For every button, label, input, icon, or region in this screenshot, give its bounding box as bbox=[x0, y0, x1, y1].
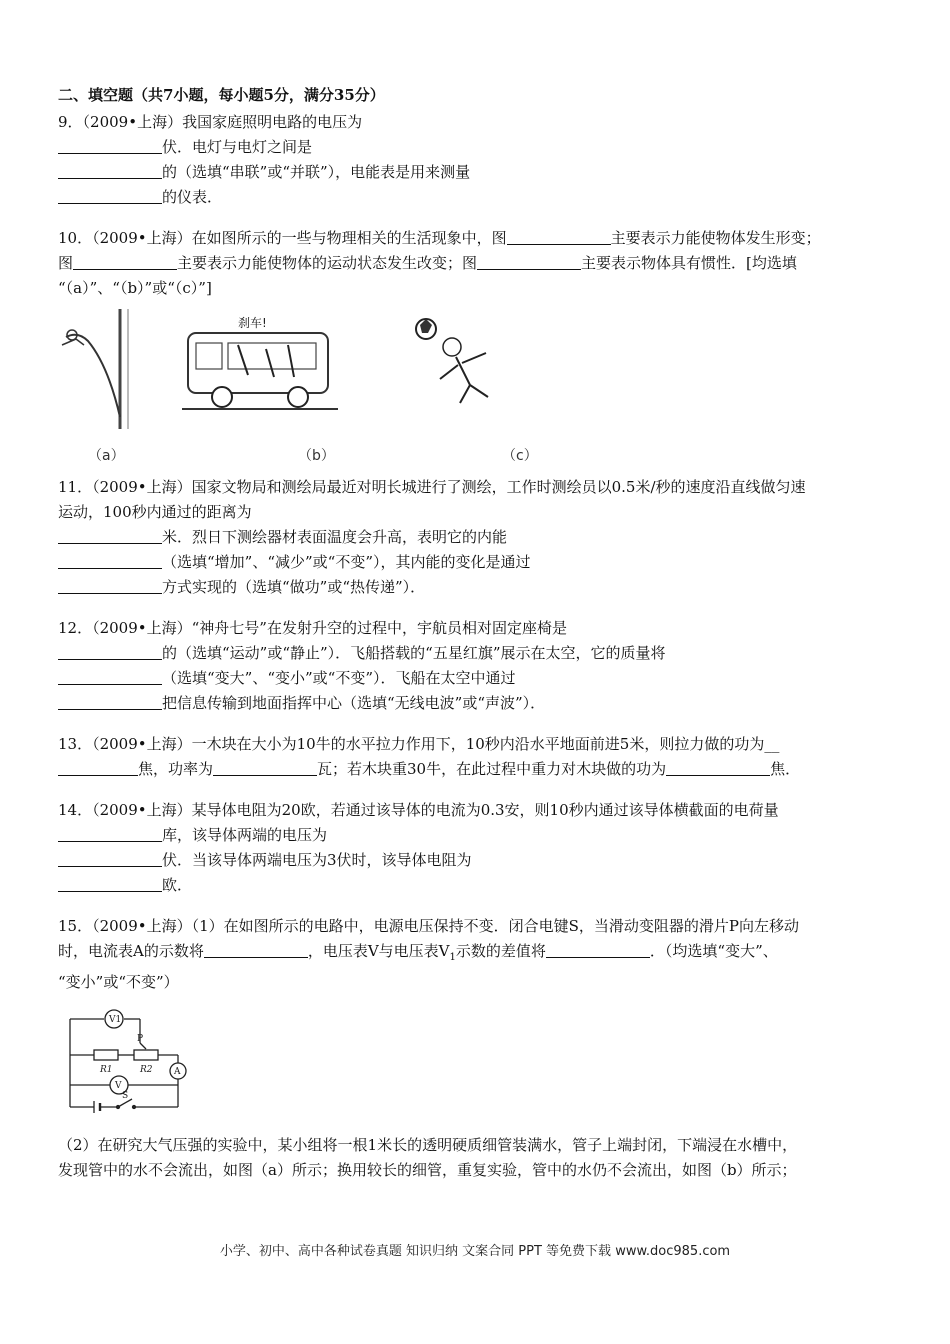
q15-blank-2[interactable] bbox=[546, 943, 650, 958]
q15-line-2a: 时，电流表A的示数将 bbox=[58, 942, 204, 960]
q10-line-3: “（a）”、“（b）”或“（c）”] bbox=[58, 279, 212, 297]
question-9 bbox=[58, 110, 878, 210]
q13-line-2a: 焦，功率为 bbox=[138, 760, 214, 778]
q11-blank-2[interactable] bbox=[58, 554, 162, 569]
q12-line-1: 12．（2009•上海）“神舟七号”在发射升空的过程中，宇航员相对固定座椅是 bbox=[58, 619, 567, 637]
q10-blank-1[interactable] bbox=[507, 230, 611, 245]
q14-line-1: 14．（2009•上海）某导体电阻为20欧，若通过该导体的电流为0.3安，则10秒内通过该导体横截面的电荷量 bbox=[58, 801, 779, 819]
q9-blank-3[interactable] bbox=[58, 189, 162, 204]
q12-blank-3[interactable] bbox=[58, 695, 162, 710]
q9-blank-2[interactable] bbox=[58, 164, 162, 179]
q14-line-3: 伏．当该导体两端电压为3伏时，该导体电阻为 bbox=[162, 851, 472, 869]
q11-line-3: 米．烈日下测绘器材表面温度会升高，表明它的内能 bbox=[162, 528, 508, 546]
circuit-a-label: A bbox=[174, 1067, 181, 1077]
q10-line-2c: 主要表示物体具有惯性．[均选填 bbox=[581, 254, 797, 272]
q12-blank-1[interactable] bbox=[58, 645, 162, 660]
q11-line-4: （选填“增加”、“减少”或“不变”），其内能的变化是通过 bbox=[162, 553, 531, 571]
bus-sign-text: 刹车! bbox=[238, 316, 267, 330]
q9-line-2: 伏．电灯与电灯之间是 bbox=[162, 138, 313, 156]
q9-blank-1[interactable] bbox=[58, 139, 162, 154]
q10-blank-3[interactable] bbox=[477, 255, 581, 270]
q12-line-4: 把信息传输到地面指挥中心（选填“无线电波”或“声波”）． bbox=[162, 694, 546, 712]
q14-blank-1[interactable] bbox=[58, 827, 162, 842]
question-11 bbox=[58, 475, 878, 600]
q15-v1-subscript: 1 bbox=[449, 952, 456, 963]
section-title: 二、填空题（共7小题，每小题5分，满分35分） bbox=[58, 86, 385, 104]
q14-blank-3[interactable] bbox=[58, 877, 162, 892]
q10-line-2a: 图 bbox=[58, 254, 74, 272]
q13-blank-3[interactable] bbox=[666, 761, 770, 776]
q14-blank-2[interactable] bbox=[58, 852, 162, 867]
circuit-v1-label: V1 bbox=[109, 1015, 122, 1025]
q9-line-4: 的仪表． bbox=[162, 188, 223, 206]
q13-blank-2[interactable] bbox=[213, 761, 317, 776]
figure-b-label: （b） bbox=[298, 448, 335, 464]
q15-part2-line-1: （2）在研究大气压强的实验中，某小组将一根1米长的透明硬质细管装满水，管子上端封闭，下端浸在水槽中， bbox=[58, 1136, 798, 1154]
q15-line-2b: ，电压表V与电压表V bbox=[307, 942, 450, 960]
question-12 bbox=[58, 616, 878, 716]
exam-page bbox=[58, 84, 878, 1199]
q9-line-3: 的（选填“串联”或“并联”），电能表是用来测量 bbox=[162, 163, 471, 181]
q12-line-3: （选填“变大”、“变小”或“不变”）．飞船在太空中通过 bbox=[162, 669, 516, 687]
q13-blank-1[interactable] bbox=[58, 761, 138, 776]
circuit-r1-label: R1 bbox=[100, 1065, 113, 1075]
q11-line-5: 方式实现的（选填“做功”或“热传递”）． bbox=[162, 578, 426, 596]
q13-line-1: 13．（2009•上海）一木块在大小为10牛的水平拉力作用下，10秒内沿水平地面前进5米，则拉力做的功为__ bbox=[58, 735, 780, 753]
circuit-p-label: P bbox=[137, 1034, 144, 1044]
q15-line-1: 15．（2009•上海）（1）在如图所示的电路中，电源电压保持不变．闭合电键S，当滑动变阻器的滑片P向左移动 bbox=[58, 917, 800, 935]
figure-a-bow-image bbox=[58, 305, 148, 435]
q12-blank-2[interactable] bbox=[58, 670, 162, 685]
q15-line-2d: ．（均选填“变大”、 bbox=[649, 942, 778, 960]
question-14 bbox=[58, 798, 878, 898]
q10-line-1a: 10．（2009•上海）在如图所示的一些与物理相关的生活现象中，图 bbox=[58, 229, 507, 247]
q13-line-2c: 焦． bbox=[770, 760, 801, 778]
circuit-v-label: V bbox=[115, 1081, 122, 1091]
q11-line-2: 运动，100秒内通过的距离为 bbox=[58, 503, 252, 521]
question-10 bbox=[58, 226, 878, 301]
question-15-part-2 bbox=[58, 1133, 878, 1183]
circuit-diagram bbox=[64, 999, 204, 1119]
q14-line-2: 库，该导体两端的电压为 bbox=[162, 826, 328, 844]
q11-blank-3[interactable] bbox=[58, 579, 162, 594]
q14-line-4: 欧． bbox=[162, 876, 193, 894]
q15-line-3: “变小”或“不变”） bbox=[58, 973, 179, 991]
q15-blank-1[interactable] bbox=[204, 943, 308, 958]
q10-blank-2[interactable] bbox=[73, 255, 177, 270]
page-footer: 小学、初中、高中各种试卷真题 知识归纳 文案合同 PPT 等免费下载 www.doc985.com bbox=[219, 1244, 731, 1259]
circuit-r2-label: R2 bbox=[140, 1065, 153, 1075]
circuit-s-label: S bbox=[122, 1091, 129, 1101]
q12-line-2: 的（选填“运动”或“静止”）．飞船搭载的“五星红旗”展示在太空，它的质量将 bbox=[162, 644, 666, 662]
figure-c-ball-image bbox=[410, 305, 530, 425]
q11-line-1: 11．（2009•上海）国家文物局和测绘局最近对明长城进行了测绘，工作时测绘员以0.5米/秒的速度沿直线做匀速 bbox=[58, 478, 806, 496]
figure-b-bus-image bbox=[182, 305, 338, 435]
figure-c-label: （c） bbox=[502, 448, 538, 464]
figure-a-label: （a） bbox=[88, 448, 125, 464]
q10-figures bbox=[58, 305, 878, 465]
q9-line-1: 9．（2009•上海）我国家庭照明电路的电压为 bbox=[58, 113, 363, 131]
q13-line-2b: 瓦；若木块重30牛，在此过程中重力对木块做的功为 bbox=[317, 760, 667, 778]
question-13 bbox=[58, 732, 878, 782]
q15-part2-line-2: 发现管中的水不会流出，如图（a）所示；换用较长的细管，重复实验，管中的水仍不会流出，如图（b）所示； bbox=[58, 1161, 797, 1179]
question-15 bbox=[58, 914, 878, 995]
q15-line-2c: 示数的差值将 bbox=[455, 942, 546, 960]
q11-blank-1[interactable] bbox=[58, 529, 162, 544]
q10-line-1b: 主要表示力能使物体发生形变； bbox=[610, 229, 821, 247]
q10-line-2b: 主要表示力能使物体的运动状态发生改变；图 bbox=[177, 254, 478, 272]
